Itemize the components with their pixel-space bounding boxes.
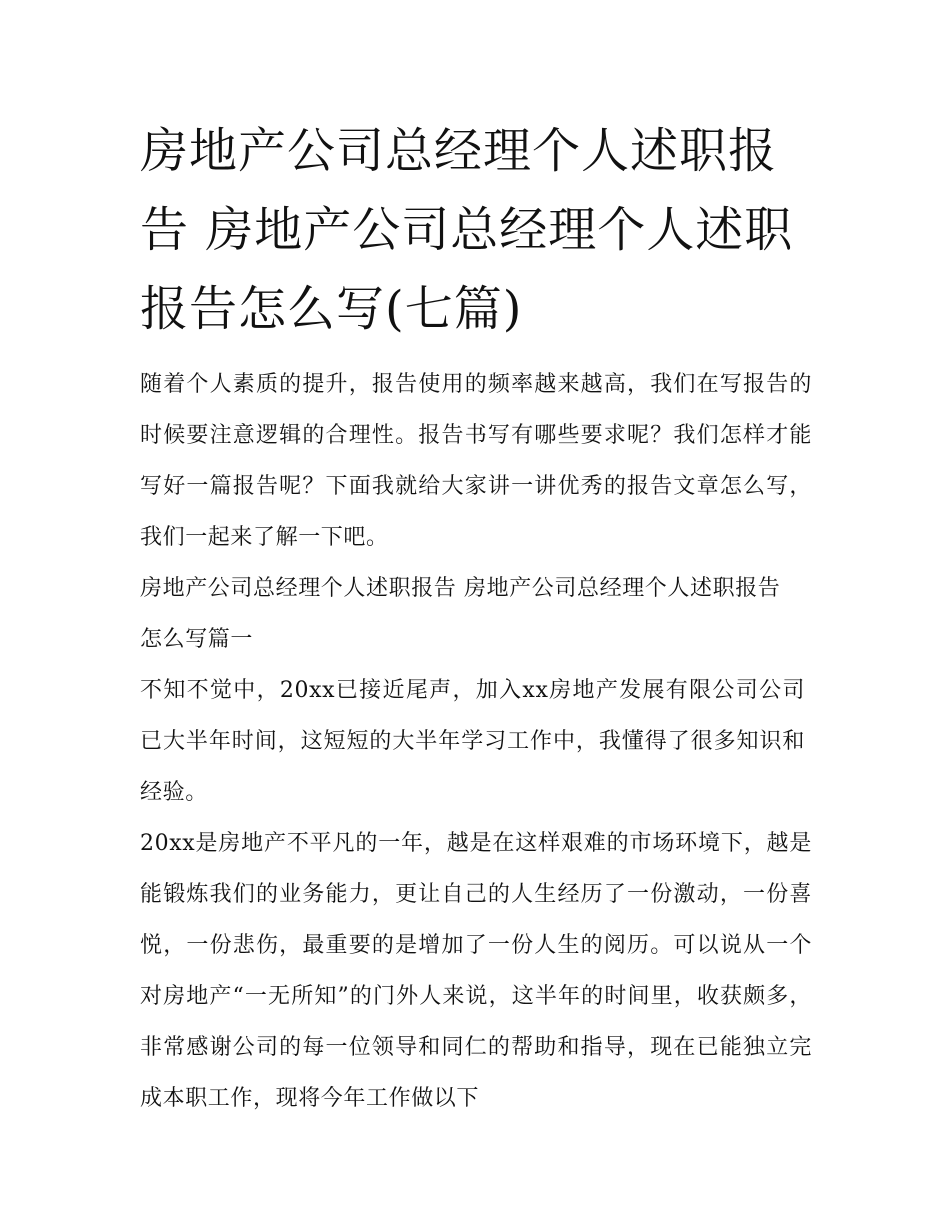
body-paragraph-1: 不知不觉中，20xx已接近尾声，加入xx房地产发展有限公司公司已大半年时间，这短短的大半年学习工作中，我懂得了很多知识和经验。 [140, 678, 805, 805]
document-page [140, 112, 812, 1124]
intro-paragraph: 随着个人素质的提升，报告使用的频率越来越高，我们在写报告的时候要注意逻辑的合理性。报告书写有哪些要求呢？我们怎样才能写好一篇报告呢？下面我就给大家讲一讲优秀的报告文章怎么写，我们一起来了解一下吧。 [140, 372, 812, 550]
section-heading: 房地产公司总经理个人述职报告 房地产公司总经理个人述职报告怎么写篇一 [140, 576, 781, 652]
body-paragraph-2: 20xx是房地产不平凡的一年，越是在这样艰难的市场环境下，越是能锻炼我们的业务能力，更让自己的人生经历了一份激动，一份喜悦，一份悲伤，最重要的是增加了一份人生的阅历。可以说从一个对房地产“一无所知”的门外人来说，这半年的时间里，收获颇多，非常感谢公司的每一位领导和同仁的帮助和指导，现在已能独立完成本职工作，现将今年工作做以下 [140, 831, 812, 1111]
document-body [140, 359, 812, 1124]
document-title: 房地产公司总经理个人述职报告 房地产公司总经理个人述职报告怎么写(七篇) [140, 123, 794, 337]
